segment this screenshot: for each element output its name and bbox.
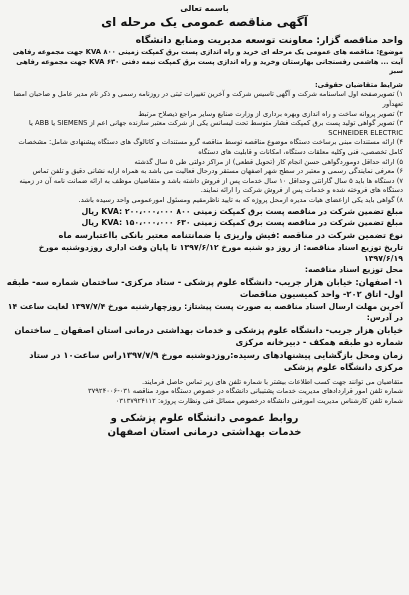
guarantee-800: مبلغ تضمین شرکت در مناقصه پست برق کمپکت زمینی ۸۰۰ KVA: ۲۰۰،۰۰۰،۰۰۰ ریال [81,206,403,216]
distribution-date: تاریخ توزیع اسناد مناقصه: از روز دو شنبه مورخ ۱۳۹۷/۶/۱۲ تا پایان وقت اداری روزدوشنبه مورخ ۱۳۹۷/۶/۱۹ [38,242,403,263]
technical-phone: شماره تلفن کارشناس مدیریت امورفنی دانشگاه درخصوص مسائل فنی ونظارت پروژه: ۰۳۱۳۷۹۲۴۱۱۲ [115,396,403,405]
condition-item-4: ۴) ارائه مستندات مبنی برساخت دستگاه موضوع مناقصه توسط مناقصه گرو مستندات و کاتالوگ های دستگاه پیشنهادی شامل: مشخصات کامل تخصصی، فنی وکلیه معلقات دستگاه، امکانات و قابلیت های دستگاه [18,138,403,156]
condition-item-5: ۵) ارائه حداقل دوموردگواهی حسن انجام کار (تحویل قطعی) از مراکز دولتی طی ۵ سال گذشته [134,157,403,166]
distribution-place-heading: محل توزیع اسناد مناقصه: [304,264,403,274]
condition-item-6: ۶) معرفی نمایندگی رسمی و معتبر در سطح شهر اصفهان مستقر ودرحال فعالیت می باشد به همراه ارایه نشانی دقیق و تلفن تماس [32,167,403,176]
footer-line-2: خدمات بهداشتی درمانی استان اصفهان [107,427,302,439]
submission-address: خیابان هزار جریب- دانشگاه علوم پزشکی و خدمات بهداشتی درمانی استان اصفهان _ ساختمان شماره دو طبقه همکف - دبیرخانه مرکزی [14,324,403,347]
condition-item-3: ۳) تصویر گواهی تولید پست برق کمپکت فشار متوسط تحت لیسانس یکی از شرکت معتبر سازنده جهانی اعم از SIEMENS یا ABB یا SCHNEIDER ELECTRIC [28,119,403,137]
conditions-heading: شرایط متقاضیان حقوقی: [314,80,403,89]
distribution-place: ۱- اصفهان: خیابان هزار جریب- دانشگاه علوم پزشکی - ستاد مرکزی- ساختمان شماره سه- طبقه اول- اتاق ۲۰۲- واحد کمیسیون مناقصات [6,276,403,299]
tender-notice [6,4,403,587]
contact-note: متقاضیان می توانند جهت کسب اطلاعات بیشتر با شماره تلفن های زیر تماس حاصل فرمایند. [141,377,403,386]
organizer-heading: واحد مناقصه گزار: معاونت توسعه مدیریت ومنابع دانشگاه [135,35,403,46]
subject-text: موضوع: مناقصه های عمومی یک مرحله ای خرید و راه اندازی پست برق کمپکت زمینی ۸۰۰ KVA جهت مجموعه رفاهی آیت ... هاشمی رفسنجانی بهارستان وخرید و راه اندازی پست برق کمپکت نیمه دفنی ۶۳۰ KVA جهت مجموعه رفاهی سبز [12,48,403,76]
condition-item-7: ۷) دستگاه ها باید ۵ سال گارانتی وحداقل ۱۰ سال خدمات پس از فروش داشته باشد و متقاضیان موظف به ارائه ضمانت نامه آن در زمینه دستگاه های فروخته شده و خدمات پس از فروش شرکت را ارائه نمایند. [19,176,403,195]
opening-time-place: زمان ومحل بازگشایی پیشنهادهای رسیده:روزدوشنبه مورخ ۱۳۹۷/۷/۹راس ساعت۱۰ در ستاد مرکزی دانشگاه علوم پزشکی [29,349,403,372]
condition-item-1: ۱) تصویرصفحه اول اساسنامه شرکت و آگهی تاسیس شرکت و آخرین تغییرات ثبتی در روزنامه رسمی و ذکر نام مدیر عامل و صاحبان امضا تعهدآور [13,90,403,108]
notice-title: آگهی مناقصه عمومی یک مرحله ای [101,15,308,29]
footer-line-1: روابط عمومی دانشگاه علوم پزشکی و [110,413,299,425]
guarantee-type: نوع تضمین شرکت در مناقصه :فیش واریزی یا ضمانتنامه معتبر بانکی بااعتبارسه ماه [58,229,403,240]
submission-deadline: آخرین مهلت ارسال اسناد مناقصه به صورت پست پیشتاز: روزچهارشنبه مورخ ۱۳۹۷/۷/۴ لغایت ساعت ۱۴ در آدرس: [7,301,403,322]
condition-item-2: ۲) تصویر پروانه ساخت و راه اندازی وبهره برداری از وزارت صنایع وسایر مراجع ذیصلاح مرتبط [138,109,403,118]
contracts-phone: شماره تلفن امور قراردادهای مدیریت خدمات پشتیبانی دانشگاه در خصوص دستگاه مورد مناقصه ۰۳۱-۳۷۹۲۴۰۰۶ [87,387,403,396]
condition-item-8: ۸) گواهی باید یکی ازاعضای هیات مدیره ازمحل پروژه که به تایید ناظرمقیم ومسئول امورعمومی واحد رسیده باشد. [78,195,403,204]
guarantee-630: مبلغ تضمین شرکت در مناقصه پست برق کمپکت زمینی ۶۳۰ KVA: ۱۵۰،۰۰۰،۰۰۰ ریال [81,217,403,227]
basmala: باسمه تعالی [180,4,229,13]
